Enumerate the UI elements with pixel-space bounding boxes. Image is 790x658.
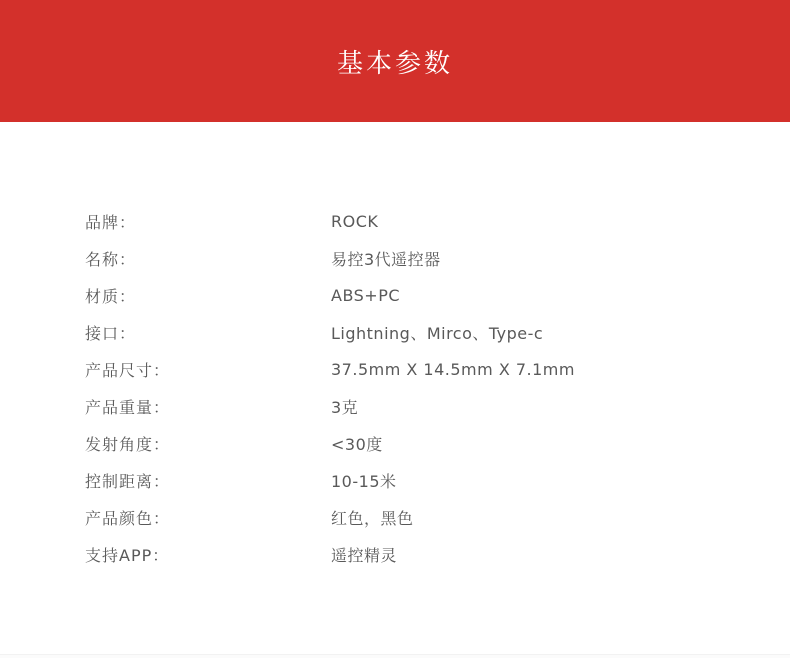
spec-value: Lightning、Mirco、Type-c (331, 324, 544, 343)
spec-value: 10-15米 (331, 472, 397, 491)
spec-row-color (85, 499, 790, 536)
spec-label: 支持APP： (85, 546, 170, 565)
spec-value: <30度 (331, 435, 383, 454)
spec-value: 3克 (331, 398, 359, 417)
spec-table (0, 122, 790, 573)
spec-value: 红色，黑色 (331, 509, 414, 528)
spec-row-name (85, 240, 790, 277)
spec-label: 产品颜色： (85, 509, 171, 528)
spec-row-dimensions (85, 351, 790, 388)
spec-value: 遥控精灵 (331, 546, 398, 565)
spec-row-interface (85, 314, 790, 351)
spec-row-emit-angle (85, 425, 790, 462)
spec-label: 产品重量： (85, 398, 171, 417)
spec-row-control-distance (85, 462, 790, 499)
spec-row-brand (85, 203, 790, 240)
spec-value: 37.5mm X 14.5mm X 7.1mm (331, 360, 575, 379)
spec-label: 产品尺寸： (85, 361, 171, 380)
spec-value: ABS+PC (331, 286, 401, 305)
spec-label: 名称： (85, 250, 137, 269)
spec-row-supported-app (85, 536, 790, 573)
spec-row-weight (85, 388, 790, 425)
bottom-divider (0, 654, 790, 658)
spec-row-material (85, 277, 790, 314)
spec-label: 接口： (85, 324, 137, 343)
spec-value: 易控3代遥控器 (331, 250, 441, 269)
spec-label: 材质： (85, 287, 137, 306)
section-header (0, 0, 790, 122)
spec-label: 发射角度： (85, 435, 171, 454)
spec-label: 品牌： (85, 213, 137, 232)
spec-value: ROCK (331, 212, 379, 231)
spec-label: 控制距离： (85, 472, 171, 491)
section-title: 基本参数 (336, 48, 453, 79)
